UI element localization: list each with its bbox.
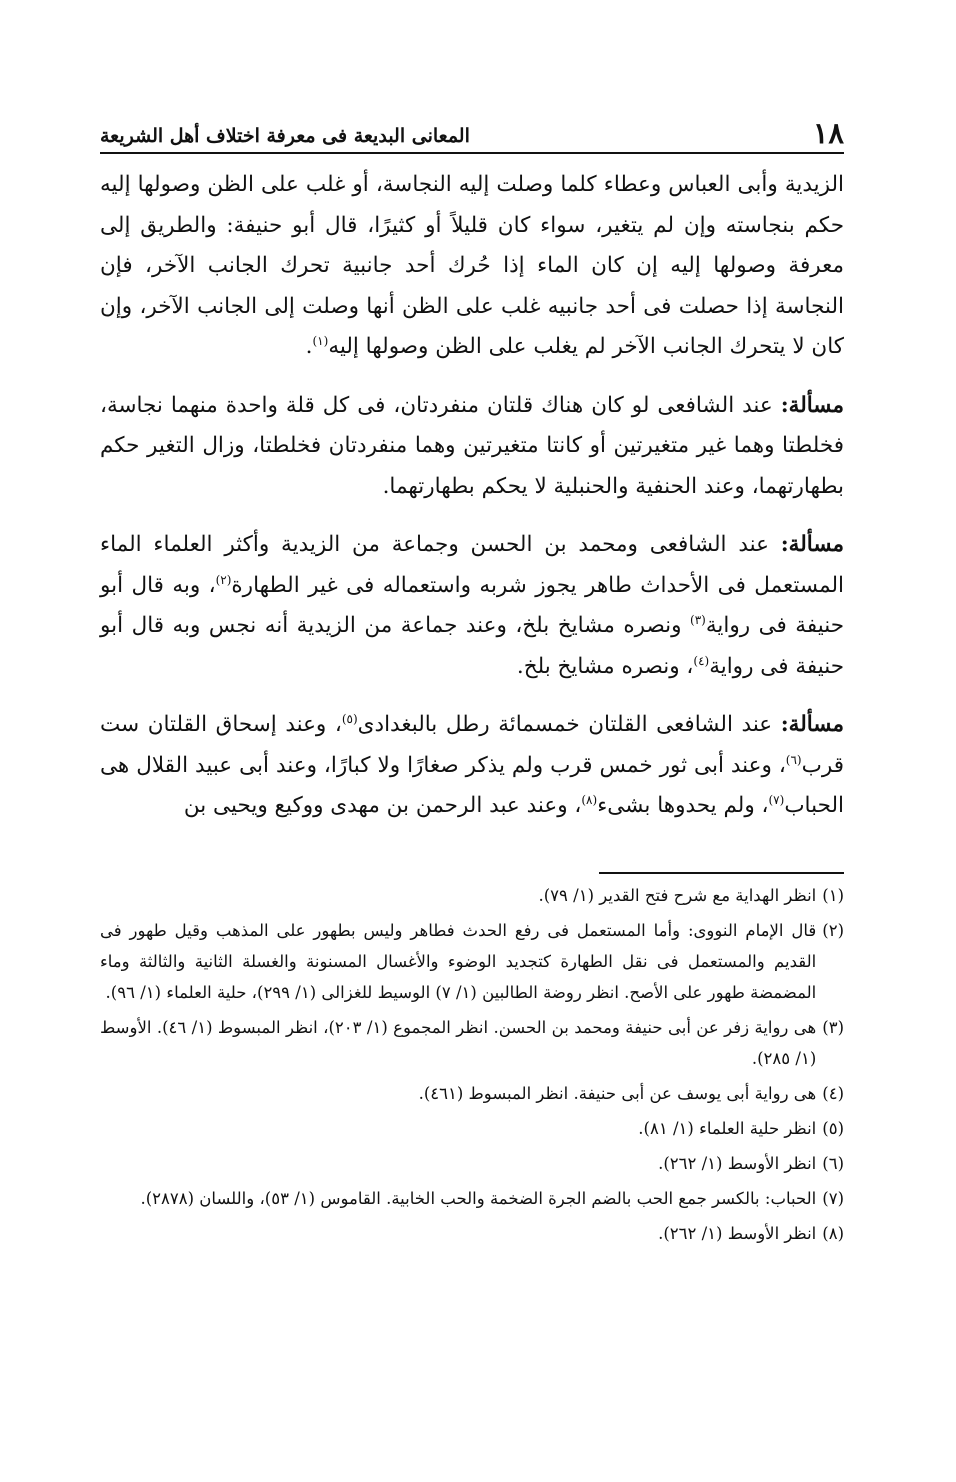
- footnote-text: قال الإمام النووى: وأما المستعمل فى رفع الحدث فطاهر وليس بطهور على المذهب وقيل طهور فى القديم والمستعمل فى نقل الطهارة كتجديد الوضوء والأغسال المسنونة والغسلة الثانية والثالثة وماء المضمضة طهور على الأصح. انظر روضة الطالبين (١/ ٧) الوسيط للغزالى (١/ ٢٩٩)، حلية العلماء (١/ ٩٦).: [100, 921, 817, 1002]
- paragraph-1: [100, 165, 844, 368]
- footnote-number: (٢): [822, 921, 844, 940]
- paragraph-text: ونصره مشايخ بلخ، وعند جماعة من الزيدية أنه نجس وبه قال أبو حنيفة فى رواية: [100, 613, 844, 679]
- paragraph-text: ، وعند أبى ثور خمس قرب ولم يذكر صغارًا ولا كبارًا، وعند أبى عبيد القلال هى الحباب: [100, 752, 844, 818]
- footnote-number: (٨): [822, 1224, 844, 1243]
- page-number: ١٨: [812, 116, 844, 150]
- footnote-number: (٧): [822, 1189, 844, 1208]
- footnote-number: (٤): [822, 1084, 844, 1103]
- footnote-text: الحباب: بالكسر جمع الحب بالضم الجرة الضخمة والحب الخابية. القاموس (١/ ٥٣)، واللسان (٢٨٧٨).: [140, 1189, 817, 1208]
- footnote-text: هى رواية زفر عن أبى حنيفة ومحمد بن الحسن. انظر المجموع (١/ ٢٠٣)، انظر المبسوط (١/ ٤٦). الأوسط (١/ ٢٨٥).: [100, 1018, 817, 1068]
- footnote-number: (١): [822, 886, 844, 905]
- footnote-1: [100, 880, 844, 911]
- footnote-ref-1: (١): [312, 333, 329, 348]
- footnote-7: [100, 1183, 844, 1214]
- footnote-ref-4: (٤): [693, 653, 710, 668]
- footnote-number: (٣): [822, 1018, 844, 1037]
- footnote-ref-7: (٧): [768, 792, 785, 807]
- footnote-ref-6: (٦): [785, 752, 802, 767]
- main-text: [100, 165, 844, 845]
- footnote-3: [100, 1012, 844, 1074]
- footnote-ref-8: (٨): [581, 792, 598, 807]
- footnotes: [100, 880, 844, 1253]
- footnote-2: [100, 915, 844, 1008]
- footnote-text: هى رواية أبى يوسف عن أبى حنيفة. انظر المبسوط (٤٦١).: [418, 1084, 817, 1103]
- paragraph-end: .: [305, 334, 313, 359]
- footnote-ref-2: (٢): [215, 572, 232, 587]
- footnote-number: (٦): [822, 1154, 844, 1173]
- footnote-ref-5: (٥): [341, 711, 358, 726]
- paragraph-2: [100, 386, 844, 508]
- paragraph-text: ، ونصره مشايخ بلخ.: [516, 653, 694, 679]
- footnote-text: انظر الأوسط (١/ ٢٦٢).: [658, 1224, 817, 1243]
- running-title: المعانى البديعة فى معرفة اختلاف أهل الشريعة: [100, 125, 470, 147]
- footnote-5: [100, 1113, 844, 1144]
- paragraph-text: ، وعند عبد الرحمن بن مهدى ووكيع ويحيى بن: [183, 793, 582, 818]
- paragraph-text: عند الشافعى ومحمد بن الحسن وجماعة من الزيدية وأكثر العلماء الماء المستعمل فى الأحداث طاهر يجوز شربه واستعماله فى غير الطهارة: [100, 532, 845, 598]
- footnote-text: انظر الأوسط (١/ ٢٦٢).: [658, 1154, 817, 1173]
- paragraph-text: ، وبه قال أبو حنيفة فى رواية: [100, 572, 844, 638]
- paragraph-text: عند الشافعى القلتان خمسمائة رطل بالبغدادى: [357, 712, 773, 737]
- paragraph-text: ، وعند إسحاق القلتان ست قرب: [100, 712, 844, 778]
- paragraph-4: [100, 705, 844, 827]
- paragraph-3: [100, 525, 844, 687]
- footnote-number: (٥): [822, 1119, 844, 1138]
- footnote-4: [100, 1078, 844, 1109]
- paragraph-text: الزيدية وأبى العباس وعطاء كلما وصلت إليه النجاسة، أو غلب على الظن وصولها إليه حكم بنجاسته وإن لم يتغير، سواء كان قليلاً أو كثيرًا، قال أبو حنيفة: والطريق إلى معرفة وصولها إليه إن كان الماء إذا حُرك أحد جانبية تحرك الجانب الآخر، فإن النجاسة إذا حصلت فى أحد جانبيه غلب على الظن أنها وصلت إلى الجانب الآخر، وإن كان لا يتحرك الجانب الآخر لم يغلب على الظن وصولها إليه: [100, 172, 844, 359]
- issue-label: مسألة:: [780, 712, 844, 737]
- footnote-ref-3: (٣): [690, 612, 706, 627]
- paragraph-text: عند الشافعى لو كان هناك قلتان منفردتان، فى كل قلة واحدة منهما نجاسة، فخلطتا وهما غير متغيرتين أو كانتا متغيرتين وهما منفردتان فخلطتا، وزال التغير حكم بطهارتهما، وعند الحنفية والحنبلية لا يحكم بطهارتهما.: [100, 392, 844, 499]
- footnote-text: انظر الهداية مع شرح فتح القدير (١/ ٧٩).: [538, 886, 817, 905]
- page-header: [100, 112, 844, 154]
- footnote-8: [100, 1218, 844, 1249]
- issue-label: مسألة:: [780, 532, 845, 557]
- footnote-6: [100, 1148, 844, 1179]
- footnote-separator: [599, 872, 844, 874]
- paragraph-text: ، ولم يحدوها بشىء: [597, 793, 769, 818]
- issue-label: مسألة:: [780, 392, 844, 418]
- footnote-text: انظر حلية العلماء (١/ ٨١).: [638, 1119, 817, 1138]
